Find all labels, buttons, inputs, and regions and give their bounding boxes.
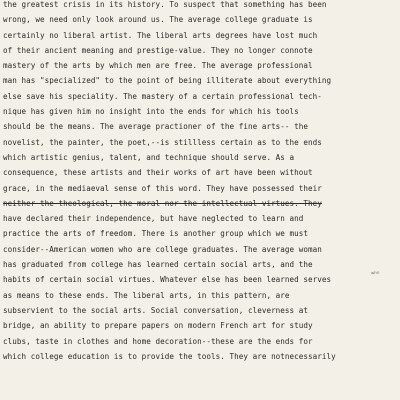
text-line: habits of certain social virtues. Whatever else has been learned serves	[3, 275, 332, 285]
text-line: of their ancient meaning and prestige-value. They no longer connote	[3, 45, 313, 55]
text-line: practice the arts of freedom. There is another group which we must	[3, 229, 309, 239]
text-line: has graduated from college has learned certain social arts, and the	[3, 260, 313, 270]
text-line: man has "specialized" to the point of being illiterate about everything	[3, 76, 332, 86]
text-line: consequence, these artists and their works of art have been without	[3, 168, 313, 178]
handwritten-margin-note: who	[370, 269, 380, 276]
text-line: have declared their independence, but have neglected to learn and	[3, 214, 304, 224]
typescript-body	[3, 0, 397, 364]
struck-text-line: neither the theological, the moral nor the intellectual virtues. They	[3, 198, 322, 208]
text-line: mastery of the arts by which men are free. The average professional	[3, 61, 313, 71]
text-line: grace, in the mediaeval sense of this word. They have possessed their	[3, 183, 322, 193]
text-line: nique has given him no insight into the ends for which his tools	[3, 107, 299, 117]
text-line: bridge, an ability to prepare papers on modern French art for study	[3, 321, 313, 331]
text-line: novelist, the painter, the poet,--is stillless certain as to the ends	[3, 137, 322, 147]
text-line: clubs, taste in clothes and home decoration--these are the ends for	[3, 336, 313, 346]
text-line: which college education is to provide the tools. They are notnecessarily	[3, 351, 336, 361]
text-line: consider--American women who are college graduates. The average woman	[3, 244, 322, 254]
text-line: else save his speciality. The mastery of a certain professional tech-	[3, 91, 322, 101]
text-line: should be the means. The average practioner of the fine arts-- the	[3, 122, 309, 132]
text-line: which artistic genius, talent, and technique should serve. As a	[3, 152, 295, 162]
text-line: certainly no liberal artist. The liberal arts degrees have lost much	[3, 30, 318, 40]
text-line: wrong, we need only look around us. The average college graduate is	[3, 15, 313, 25]
text-line: as means to these ends. The liberal arts, in this pattern, are	[3, 290, 290, 300]
text-line: subservient to the social arts. Social conversation, cleverness at	[3, 305, 309, 315]
text-line: the greatest crisis in its history. To suspect that something has been	[3, 0, 327, 9]
